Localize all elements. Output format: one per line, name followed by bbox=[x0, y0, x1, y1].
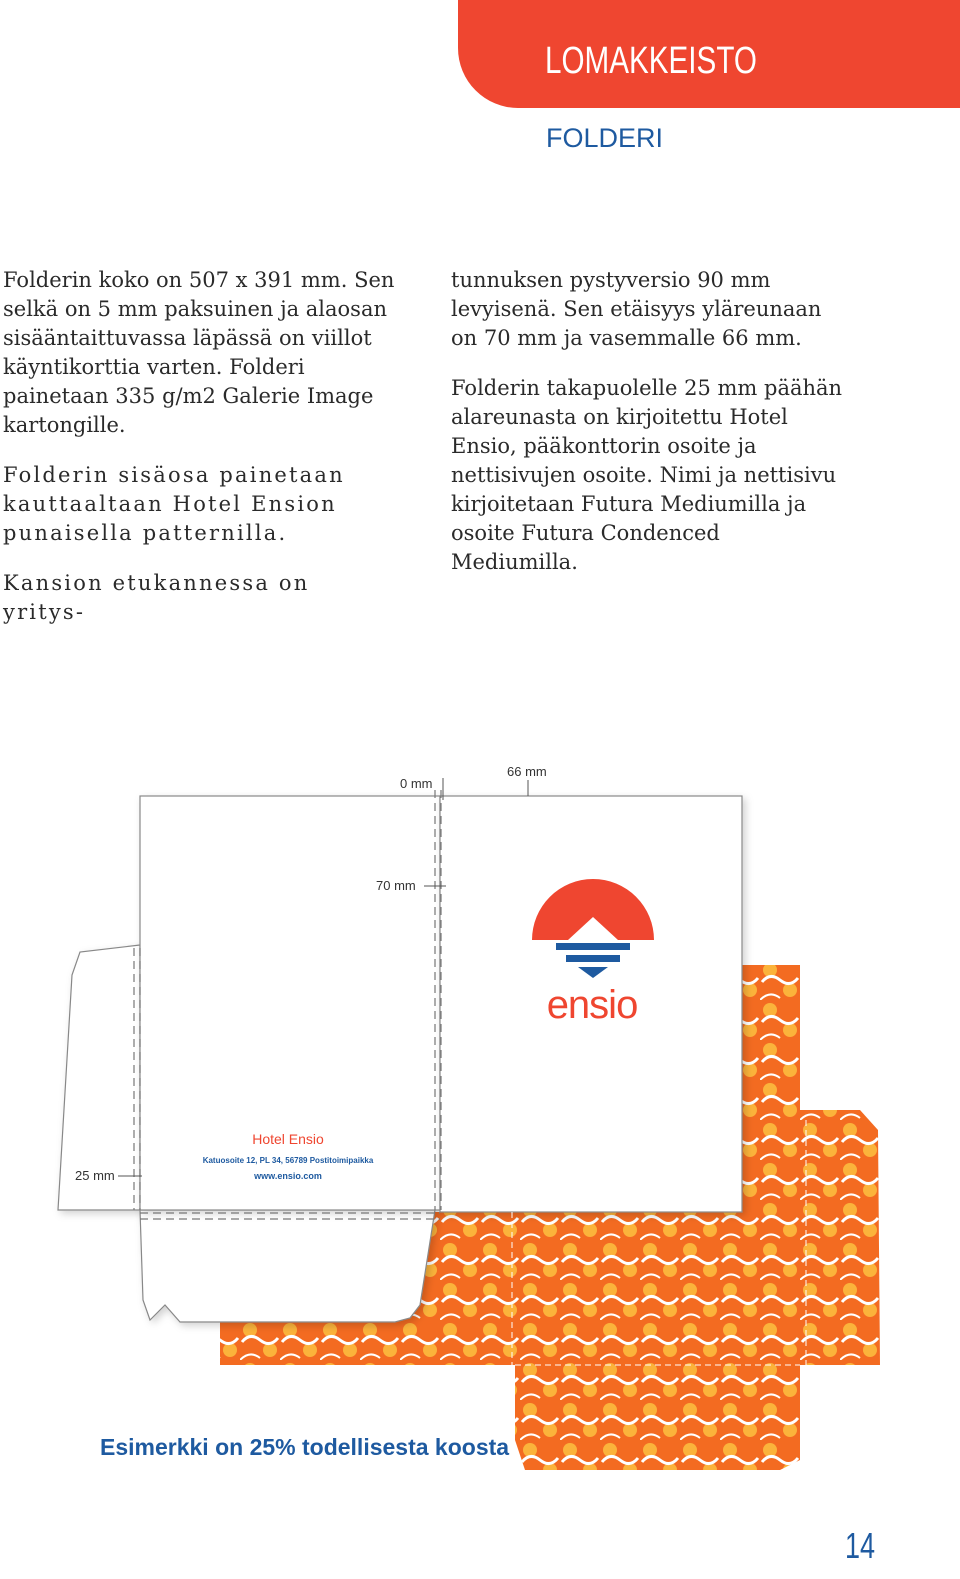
figure-caption: Esimerkki on 25% todellisesta koosta bbox=[100, 1434, 510, 1460]
paragraph: Folderin koko on 507 x 391 mm. Sen selkä on 5 mm paksuinen ja alaosan sisääntaittuvassa läpässä on viillot käyntikorttia varten. Folderi painetaan 335 g/m2 Galerie Image kartongille. bbox=[3, 268, 395, 437]
folder-diagram bbox=[0, 740, 960, 1500]
paragraph: tunnuksen pystyversio 90 mm levyisenä. Sen etäisyys yläreunaan on 70 mm ja vasemmalle 66 mm. bbox=[451, 268, 822, 350]
back-website: www.ensio.com bbox=[254, 1171, 322, 1181]
text-column-right bbox=[451, 266, 846, 598]
paragraph: Folderin sisäosa painetaan kauttaaltaan Hotel Ension punaisella patternilla. bbox=[3, 463, 345, 545]
page-subtitle: FOLDERI bbox=[546, 123, 664, 153]
bottom-pocket-flap bbox=[140, 1210, 435, 1322]
measure-0mm: 0 mm bbox=[400, 776, 433, 791]
measure-25mm: 25 mm bbox=[75, 1168, 115, 1183]
back-hotel-name: Hotel Ensio bbox=[252, 1131, 324, 1147]
section-title: LOMAKKEISTO bbox=[545, 40, 757, 82]
back-address: Katuosoite 12, PL 34, 56789 Postitoimipaikka bbox=[202, 1156, 374, 1165]
measure-66mm: 66 mm bbox=[507, 764, 547, 779]
page-number: 14 bbox=[845, 1525, 876, 1566]
text-column-left bbox=[3, 266, 398, 648]
logo-wordmark: ensio bbox=[546, 983, 638, 1027]
paragraph: Kansion etukannessa on yritys- bbox=[3, 571, 310, 624]
paragraph: Folderin takapuolelle 25 mm päähän alareunasta on kirjoitettu Hotel Ensio, pääkonttorin osoite ja nettisivujen osoite. Nimi ja nettisivu kirjoitetaan Futura Mediumilla ja osoite Futura Condenced Mediumilla. bbox=[451, 376, 843, 574]
back-cover-panel bbox=[140, 796, 440, 1210]
measure-70mm: 70 mm bbox=[376, 878, 416, 893]
